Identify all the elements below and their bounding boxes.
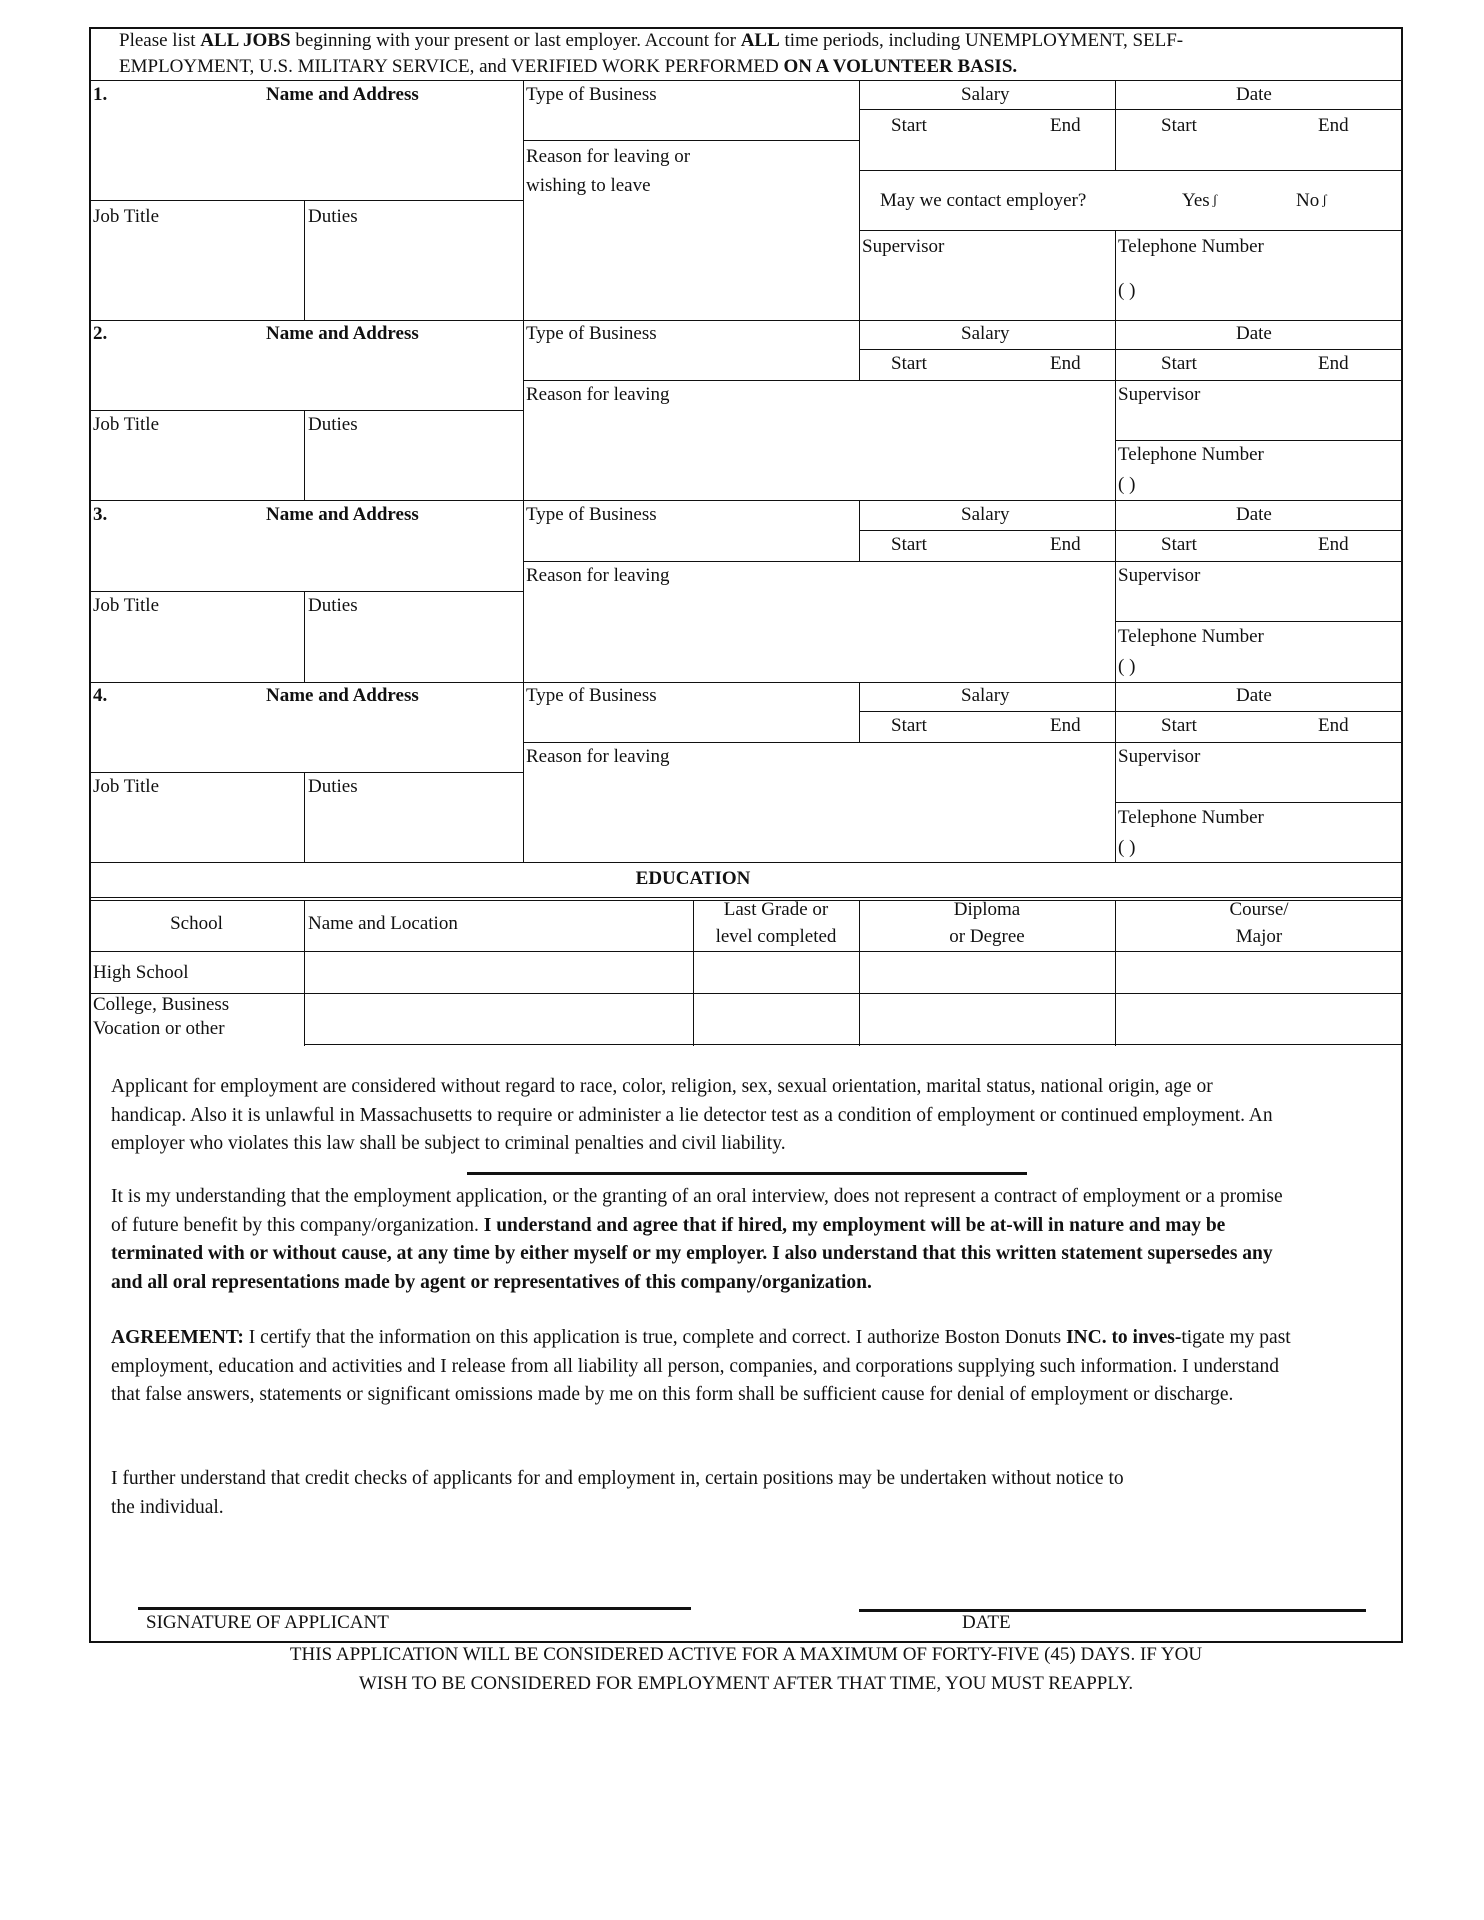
- college-name-location-input[interactable]: [306, 995, 691, 1043]
- date-header: Date: [1236, 504, 1272, 525]
- college-row-label-2: Vocation or other: [93, 1018, 225, 1039]
- type-of-business-field[interactable]: Type of Business: [526, 84, 657, 105]
- supervisor-field[interactable]: Supervisor: [1118, 746, 1201, 767]
- salary-end-field[interactable]: End: [1050, 353, 1081, 374]
- col-name-location-header: Name and Location: [308, 913, 458, 934]
- job-number: 4.: [93, 685, 108, 706]
- telephone-field[interactable]: Telephone Number: [1118, 444, 1264, 465]
- contact-employer-question: May we contact employer?: [880, 190, 1087, 211]
- agreement-statement: AGREEMENT: I certify that the information on this application is true, complete and correct. I authorize Boston Donuts INC. to inves-tigate my past employment, education and activities and I release from all liability all person, companies, and corporations supplying such information. I understand that false answers, statements or significant omissions made by me on this form shall be sufficient cause for denial of employment or discharge.: [111, 1327, 1291, 1405]
- date-start-field[interactable]: Start: [1161, 353, 1197, 374]
- supervisor-field[interactable]: Supervisor: [862, 236, 945, 257]
- high-school-row-label: High School: [93, 962, 189, 983]
- signature-field[interactable]: [138, 1560, 691, 1607]
- job-title-field[interactable]: Job Title: [93, 414, 160, 435]
- supervisor-field[interactable]: Supervisor: [1118, 384, 1201, 405]
- duties-field[interactable]: Duties: [308, 414, 358, 435]
- salary-header: Salary: [961, 685, 1010, 706]
- job-title-field[interactable]: Job Title: [93, 595, 160, 616]
- reason-for-leaving-field[interactable]: Reason for leaving or: [526, 146, 691, 167]
- high-school-name-location-input[interactable]: [306, 953, 691, 992]
- credit-check-statement: I further understand that credit checks of applicants for and employment in, certain positions may be undertaken without notice to the individual.: [111, 1468, 1124, 1518]
- col-grade-header: Last Grade or: [723, 899, 829, 920]
- job-title-field[interactable]: Job Title: [93, 776, 160, 797]
- col-diploma-header: Diploma: [953, 899, 1021, 920]
- telephone-field[interactable]: Telephone Number: [1118, 626, 1264, 647]
- salary-header: Salary: [961, 323, 1010, 344]
- intro-line-1: Please list ALL JOBS beginning with your present or last employer. Account for ALL time periods, including UNEMPLOYMENT, SELF-: [119, 30, 1184, 51]
- duties-field[interactable]: Duties: [308, 776, 358, 797]
- name-address-field[interactable]: Name and Address: [266, 504, 419, 525]
- divider: [467, 1172, 1027, 1175]
- salary-end-field[interactable]: End: [1050, 534, 1081, 555]
- date-end-field[interactable]: End: [1318, 353, 1349, 374]
- date-field[interactable]: [859, 1560, 1366, 1609]
- phone-parens: ( ): [1118, 837, 1136, 858]
- phone-parens: ( ): [1118, 474, 1136, 495]
- salary-end-field[interactable]: End: [1050, 715, 1081, 736]
- salary-header: Salary: [961, 84, 1010, 105]
- footer-notice-2: WISH TO BE CONSIDERED FOR EMPLOYMENT AFTER THAT TIME, YOU MUST REAPPLY.: [358, 1673, 1134, 1694]
- phone-parens: ( ): [1118, 656, 1136, 677]
- education-title: EDUCATION: [635, 868, 751, 889]
- date-start-field[interactable]: Start: [1161, 534, 1197, 555]
- col-course-header: Course/: [1229, 899, 1289, 920]
- col-school-header: School: [170, 913, 223, 934]
- contact-yes-checkbox[interactable]: Yes $^ʃ$: [1182, 190, 1218, 211]
- date-end-field[interactable]: End: [1318, 715, 1349, 736]
- type-of-business-field[interactable]: Type of Business: [526, 323, 657, 344]
- salary-start-field[interactable]: Start: [891, 115, 927, 136]
- salary-header: Salary: [961, 504, 1010, 525]
- date-header: Date: [1236, 323, 1272, 344]
- signature-label: SIGNATURE OF APPLICANT: [146, 1612, 389, 1633]
- telephone-field[interactable]: Telephone Number: [1118, 807, 1264, 828]
- footer-notice: THIS APPLICATION WILL BE CONSIDERED ACTIVE FOR A MAXIMUM OF FORTY-FIVE (45) DAYS. IF YOU: [289, 1644, 1203, 1665]
- date-start-field[interactable]: Start: [1161, 715, 1197, 736]
- reason-for-leaving-field[interactable]: Reason for leaving: [526, 565, 670, 586]
- job-number: 2.: [93, 323, 108, 344]
- date-header: Date: [1236, 685, 1272, 706]
- eeo-statement: Applicant for employment are considered without regard to race, color, religion, sex, sexual orientation, marital status, national origin, age or handicap. Also it is unlawful in Massachusetts to require or administer a lie detector test as a condition of employment or continued employment. An employer who violates this law shall be subject to criminal penalties and civil liability.: [111, 1076, 1273, 1154]
- date-end-field[interactable]: End: [1318, 115, 1349, 136]
- college-row-label: College, Business: [93, 994, 230, 1015]
- job-title-field[interactable]: Job Title: [93, 206, 160, 227]
- date-start-field[interactable]: Start: [1161, 115, 1197, 136]
- name-address-field[interactable]: Name and Address: [266, 685, 419, 706]
- salary-start-field[interactable]: Start: [891, 534, 927, 555]
- reason-for-leaving-field[interactable]: Reason for leaving: [526, 384, 670, 405]
- date-label: DATE: [962, 1612, 1011, 1633]
- job-number: 1.: [93, 84, 108, 105]
- col-diploma-header-2: or Degree: [949, 926, 1025, 947]
- type-of-business-field[interactable]: Type of Business: [526, 685, 657, 706]
- salary-start-field[interactable]: Start: [891, 353, 927, 374]
- phone-parens: ( ): [1118, 280, 1136, 301]
- col-course-header-2: Major: [1235, 926, 1283, 947]
- supervisor-field[interactable]: Supervisor: [1118, 565, 1201, 586]
- name-address-field[interactable]: Name and Address: [266, 84, 419, 105]
- intro-line-2: EMPLOYMENT, U.S. MILITARY SERVICE, and VERIFIED WORK PERFORMED ON A VOLUNTEER BASIS.: [119, 56, 1018, 77]
- col-grade-header-2: level completed: [715, 926, 837, 947]
- duties-field[interactable]: Duties: [308, 206, 358, 227]
- type-of-business-field[interactable]: Type of Business: [526, 504, 657, 525]
- job-number: 3.: [93, 504, 108, 525]
- reason-for-leaving-label-2: wishing to leave: [526, 175, 651, 196]
- date-header: Date: [1236, 84, 1272, 105]
- date-end-field[interactable]: End: [1318, 534, 1349, 555]
- at-will-statement: It is my understanding that the employment application, or the granting of an oral interview, does not represent a contract of employment or a promise of future benefit by this company/organization. I understand and agree that if hired, my employment will be at-will in nature and may be terminated with or without cause, at any time by either myself or my employer. I also understand that this written statement supersedes any and all oral representations made by agent or representatives of this company/organization.: [111, 1186, 1283, 1293]
- salary-start-field[interactable]: Start: [891, 715, 927, 736]
- name-address-field[interactable]: Name and Address: [266, 323, 419, 344]
- duties-field[interactable]: Duties: [308, 595, 358, 616]
- contact-no-checkbox[interactable]: No $^ʃ$: [1296, 190, 1327, 211]
- reason-for-leaving-field[interactable]: Reason for leaving: [526, 746, 670, 767]
- telephone-field[interactable]: Telephone Number: [1118, 236, 1264, 257]
- salary-end-field[interactable]: End: [1050, 115, 1081, 136]
